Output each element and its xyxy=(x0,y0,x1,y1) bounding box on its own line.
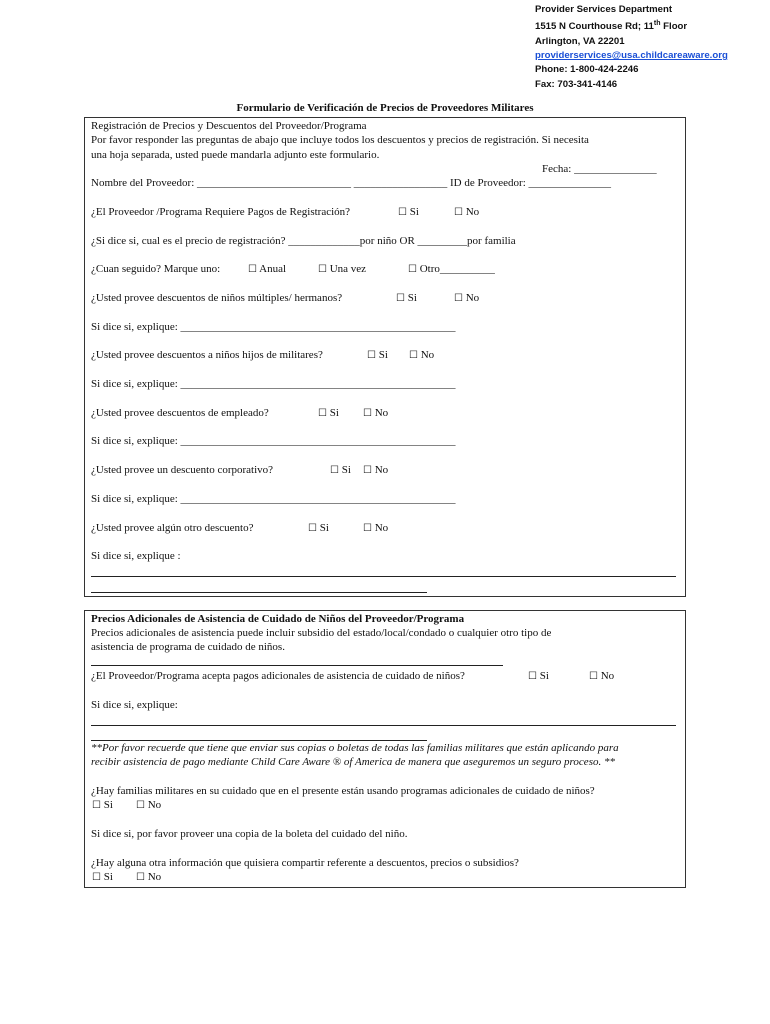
s2q2-yes-option[interactable] xyxy=(92,799,113,811)
checkbox-icon[interactable]: ☐ xyxy=(363,465,372,476)
q6-yes-option[interactable] xyxy=(318,407,339,419)
yes-label: Si xyxy=(407,292,417,304)
answer-line[interactable] xyxy=(91,576,676,577)
no-label: No xyxy=(147,799,162,811)
city-state-zip: Arlington, VA 22201 xyxy=(535,35,625,47)
checkbox-icon[interactable]: ☐ xyxy=(330,465,339,476)
checkbox-icon[interactable]: ☐ xyxy=(454,207,463,218)
floor-text: Floor xyxy=(660,21,688,33)
q4-explain-field[interactable]: Si dice si, explique: __________________________________________________ xyxy=(91,321,456,333)
q-military-families-in-care: ¿Hay familias militares en su cuidado que en el presente están usando programas adicionales de cuidado de niños? xyxy=(91,785,595,797)
s2q1-yes-option[interactable] xyxy=(528,670,549,682)
q-corporate-discount: ¿Usted provee un descuento corporativo? xyxy=(91,464,274,476)
department-name: Provider Services Department xyxy=(535,4,673,15)
copy-instruction: Si dice si, por favor proveer una copia de la boleta del cuidado del niño. xyxy=(91,828,408,840)
checkbox-icon[interactable]: ☐ xyxy=(318,408,327,419)
form-title: Formulario de Verificación de Precios de Proveedores Militares xyxy=(236,102,534,114)
no-label: No xyxy=(420,349,435,361)
no-label: No xyxy=(374,464,389,476)
checkbox-icon[interactable]: ☐ xyxy=(589,671,598,682)
yes-label: Si xyxy=(539,670,549,682)
q4-no-option[interactable] xyxy=(454,292,479,304)
section1-intro-line2: una hoja separada, usted puede mandarla adjunto este formulario. xyxy=(91,149,380,161)
checkbox-icon[interactable]: ☐ xyxy=(248,264,257,275)
checkbox-icon[interactable]: ☐ xyxy=(363,408,372,419)
q5-yes-option[interactable] xyxy=(367,349,388,361)
assistance-section xyxy=(84,610,686,888)
section1-heading: Registración de Precios y Descuentos del Proveedor/Programa xyxy=(91,120,367,132)
checkbox-icon[interactable]: ☐ xyxy=(92,800,101,811)
email-link[interactable]: providerservices@usa.childcareaware.org xyxy=(535,50,728,62)
checkbox-icon[interactable]: ☐ xyxy=(408,264,417,275)
q5-no-option[interactable] xyxy=(409,349,434,361)
answer-line[interactable] xyxy=(91,725,676,726)
ordinal-suffix: th xyxy=(653,20,661,28)
checkbox-icon[interactable]: ☐ xyxy=(136,872,145,883)
street-address xyxy=(535,17,728,34)
no-label: No xyxy=(465,292,480,304)
section2-heading: Precios Adicionales de Asistencia de Cuidado de Niños del Proveedor/Programa xyxy=(91,613,465,625)
no-label: No xyxy=(465,206,480,218)
checkbox-icon[interactable]: ☐ xyxy=(363,523,372,534)
yes-label: Si xyxy=(409,206,419,218)
phone-number: Phone: 1-800-424-2246 xyxy=(535,64,639,76)
checkbox-icon[interactable]: ☐ xyxy=(318,264,327,275)
checkbox-icon[interactable]: ☐ xyxy=(454,293,463,304)
q-registration-required: ¿El Proveedor /Programa Requiere Pagos de Registración? xyxy=(91,206,351,218)
section2-intro-line1: Precios adicionales de asistencia puede incluir subsidio del estado/local/condado o cualquier otro tipo de xyxy=(91,627,552,639)
checkbox-icon[interactable]: ☐ xyxy=(136,800,145,811)
answer-line[interactable] xyxy=(91,592,427,593)
provider-name-id-line[interactable]: Nombre del Proveedor: ____________________________ _________________ ID de Proveedor: _______________ xyxy=(91,177,612,189)
checkbox-icon[interactable]: ☐ xyxy=(398,207,407,218)
s2-explain-label: Si dice si, explique: xyxy=(91,699,178,711)
fax-number: Fax: 703-341-4146 xyxy=(535,78,618,90)
q7-yes-option[interactable] xyxy=(330,464,351,476)
date-field[interactable]: Fecha: _______________ xyxy=(542,163,657,175)
checkbox-icon[interactable]: ☐ xyxy=(92,872,101,883)
no-label: No xyxy=(374,522,389,534)
answer-line[interactable] xyxy=(91,740,427,741)
checkbox-icon[interactable]: ☐ xyxy=(396,293,405,304)
section1-intro-line1: Por favor responder las preguntas de abajo que incluye todos los descuentos y precios de registración. Si necesita xyxy=(91,134,589,146)
note-line1: **Por favor recuerde que tiene que enviar sus copias o boletas de todas las familias militares que están aplicando para xyxy=(91,742,619,754)
section2-intro-line2: asistencia de programa de cuidado de niños. xyxy=(91,641,285,653)
q-other-discount: ¿Usted provee algún otro descuento? xyxy=(91,522,254,534)
q-employee-discount: ¿Usted provee descuentos de empleado? xyxy=(91,407,269,419)
no-label: No xyxy=(600,670,615,682)
q1-yes-option[interactable] xyxy=(398,206,419,218)
q7-explain-field[interactable]: Si dice si, explique: __________________________________________________ xyxy=(91,493,456,505)
yes-label: Si xyxy=(103,871,113,883)
q-frequency: ¿Cuan seguido? Marque uno: xyxy=(91,263,221,275)
s2q3-no-option[interactable] xyxy=(136,871,161,883)
once-label: Una vez xyxy=(329,263,367,275)
s2q2-no-option[interactable] xyxy=(136,799,161,811)
answer-line[interactable] xyxy=(91,665,503,666)
yes-label: Si xyxy=(329,407,339,419)
q8-yes-option[interactable] xyxy=(308,522,329,534)
s2q1-no-option[interactable] xyxy=(589,670,614,682)
checkbox-icon[interactable]: ☐ xyxy=(308,523,317,534)
q-registration-price[interactable]: ¿Si dice si, cual es el precio de registración? _____________por niño OR _________por familia xyxy=(91,235,516,247)
s2q3-yes-option[interactable] xyxy=(92,871,113,883)
street-address-text: 1515 N Courthouse Rd; 11 xyxy=(535,21,654,33)
no-label: No xyxy=(147,871,162,883)
frequency-once-option[interactable] xyxy=(318,263,366,275)
contact-block xyxy=(535,3,728,92)
checkbox-icon[interactable]: ☐ xyxy=(528,671,537,682)
q4-yes-option[interactable] xyxy=(396,292,417,304)
checkbox-icon[interactable]: ☐ xyxy=(409,350,418,361)
q5-explain-field[interactable]: Si dice si, explique: __________________________________________________ xyxy=(91,378,456,390)
other-label: Otro__________ xyxy=(419,263,495,275)
q8-explain-label: Si dice si, explique : xyxy=(91,550,181,562)
q8-no-option[interactable] xyxy=(363,522,388,534)
q1-no-option[interactable] xyxy=(454,206,479,218)
q6-explain-field[interactable]: Si dice si, explique: __________________________________________________ xyxy=(91,435,456,447)
frequency-other-option[interactable] xyxy=(408,263,495,275)
q-sibling-discount: ¿Usted provee descuentos de niños múltiples/ hermanos? xyxy=(91,292,343,304)
annual-label: Anual xyxy=(259,263,287,275)
registration-section xyxy=(84,117,686,597)
checkbox-icon[interactable]: ☐ xyxy=(367,350,376,361)
q-military-discount: ¿Usted provee descuentos a niños hijos de militares? xyxy=(91,349,323,361)
yes-label: Si xyxy=(319,522,329,534)
q6-no-option[interactable] xyxy=(363,407,388,419)
no-label: No xyxy=(374,407,389,419)
q7-no-option[interactable] xyxy=(363,464,388,476)
yes-label: Si xyxy=(341,464,351,476)
q-accepts-assistance: ¿El Proveedor/Programa acepta pagos adicionales de asistencia de cuidado de niños? xyxy=(91,670,465,682)
frequency-annual-option[interactable] xyxy=(248,263,286,275)
yes-label: Si xyxy=(103,799,113,811)
yes-label: Si xyxy=(378,349,388,361)
note-line2: recibir asistencia de pago mediante Child Care Aware ® of America de manera que aseguremos un seguro proceso. ** xyxy=(91,756,615,768)
q-other-information: ¿Hay alguna otra información que quisiera compartir referente a descuentos, precios o subsidios? xyxy=(91,857,519,869)
